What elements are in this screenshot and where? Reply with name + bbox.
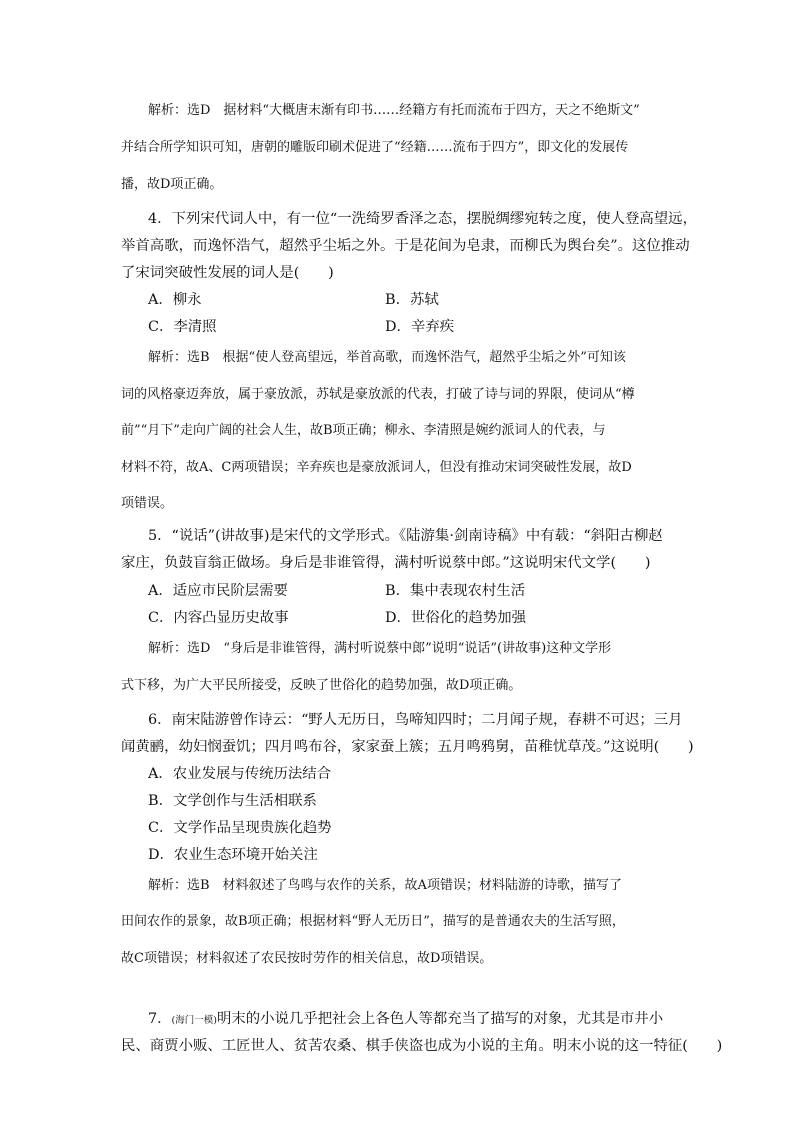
q4-option-a: A．柳永: [148, 292, 202, 308]
q4-option-c: C．李清照: [148, 319, 217, 335]
q4-stem-line-1: 4．下列宋代词人中，有一位“一洗绮罗香泽之态，摆脱绸缪宛转之度，使人登高望远，: [148, 211, 697, 227]
q6-analysis-line-3: 故C项错误；材料叙述了农民按时劳作的相关信息，故D项错误。: [121, 951, 493, 966]
q7-number: 7．: [148, 1011, 172, 1027]
q6-option-c: C．文学作品呈现贵族化趋势: [148, 820, 332, 836]
prev-analysis-line-3: 播，故D项正确。: [121, 177, 223, 192]
q6-option-b: B．文学创作与生活相联系: [148, 793, 317, 809]
q4-option-b: B．苏轼: [385, 292, 439, 308]
prev-analysis-line-1: 解析：选D 据材料“大概唐末渐有印书……经籍方有托而流布于四方，天之不绝斯文”: [148, 103, 640, 118]
q5-option-b: B．集中表现农村生活: [385, 583, 526, 599]
q6-stem-line-1: 6．南宋陆游曾作诗云：“野人无历日，鸟啼知四时；二月闻子规，春耕不可迟；三月: [148, 712, 683, 728]
q5-option-c: C．内容凸显历史故事: [148, 610, 289, 626]
q7-stem-line-2: 民、商贾小贩、工匠世人、贫苦农桑、棋手侠盗也成为小说的主角。明末小说的这一特征( ): [121, 1038, 723, 1054]
q6-stem-line-2: 闻黄鹂，幼妇悯蚕饥；四月鸣布谷，家家蚕上簇；五月鸣鸦舅，苗稚忧草茂。”这说明( ): [121, 739, 694, 755]
q4-option-d: D．辛弃疾: [385, 319, 455, 335]
q5-option-d: D．世俗化的趋势加强: [385, 610, 527, 626]
q5-option-a: A．适应市民阶层需要: [148, 583, 288, 599]
q6-option-d: D．农业生态环境开始关注: [148, 847, 318, 863]
q7-stem-line-1: [148, 1007, 663, 1028]
q4-analysis-line-4: 材料不符，故A、C两项错误；辛弃疾也是豪放派词人，但没有推动宋词突破性发展，故D: [121, 460, 632, 475]
q5-analysis-line-1: 解析：选D “身后是非谁管得，满村听说蔡中郎”说明“说话”(讲故事)这种文学形: [148, 641, 612, 656]
q4-analysis-line-3: 前”“月下”走向广阔的社会人生，故B项正确；柳永、李清照是婉约派词人的代表，与: [121, 423, 606, 438]
q4-analysis-line-2: 词的风格豪迈奔放，属于豪放派，苏轼是豪放派的代表，打破了诗与词的界限，使词从“樽: [121, 387, 635, 402]
q4-stem-line-2: 举首高歌，而逸怀浩气，超然乎尘垢之外。于是花间为皂隶，而柳氏为舆台矣”。这位推动: [121, 238, 690, 254]
q7-stem-text: 明末的小说几乎把社会上各色人等都充当了描写的对象，尤其是市井小: [216, 1011, 664, 1027]
q5-stem-line-2: 家庄，负鼓盲翁正做场。身后是非谁管得，满村听说蔡中郎。”这说明宋代文学( ): [121, 555, 651, 571]
q7-source-label: (海门一模): [171, 1015, 217, 1026]
q6-analysis-line-2: 田间农作的景象，故B项正确；根据材料“野人无历日”，描写的是普通农夫的生活写照，: [121, 914, 625, 929]
q6-option-a: A．农业发展与传统历法结合: [148, 766, 332, 782]
q4-stem-line-3: 了宋词突破性发展的词人是( ): [121, 265, 334, 281]
q5-analysis-line-2: 式下移，为广大平民所接受，反映了世俗化的趋势加强，故D项正确。: [121, 678, 522, 693]
q5-stem-line-1: 5．“说话”(讲故事)是宋代的文学形式。《陆游集·剑南诗稿》中有载：“斜阳古柳赵: [148, 528, 663, 544]
prev-analysis-line-2: 并结合所学知识可知，唐朝的雕版印刷术促进了“经籍……流布于四方”，即文化的发展传: [121, 140, 629, 155]
q4-analysis-line-1: 解析：选B 根据“使人登高望远，举首高歌，而逸怀浩气，超然乎尘垢之外”可知该: [148, 350, 626, 365]
q6-analysis-line-1: 解析：选B 材料叙述了鸟鸣与农作的关系，故A项错误；材料陆游的诗歌，描写了: [148, 878, 622, 893]
q4-analysis-line-5: 项错误。: [121, 496, 174, 511]
